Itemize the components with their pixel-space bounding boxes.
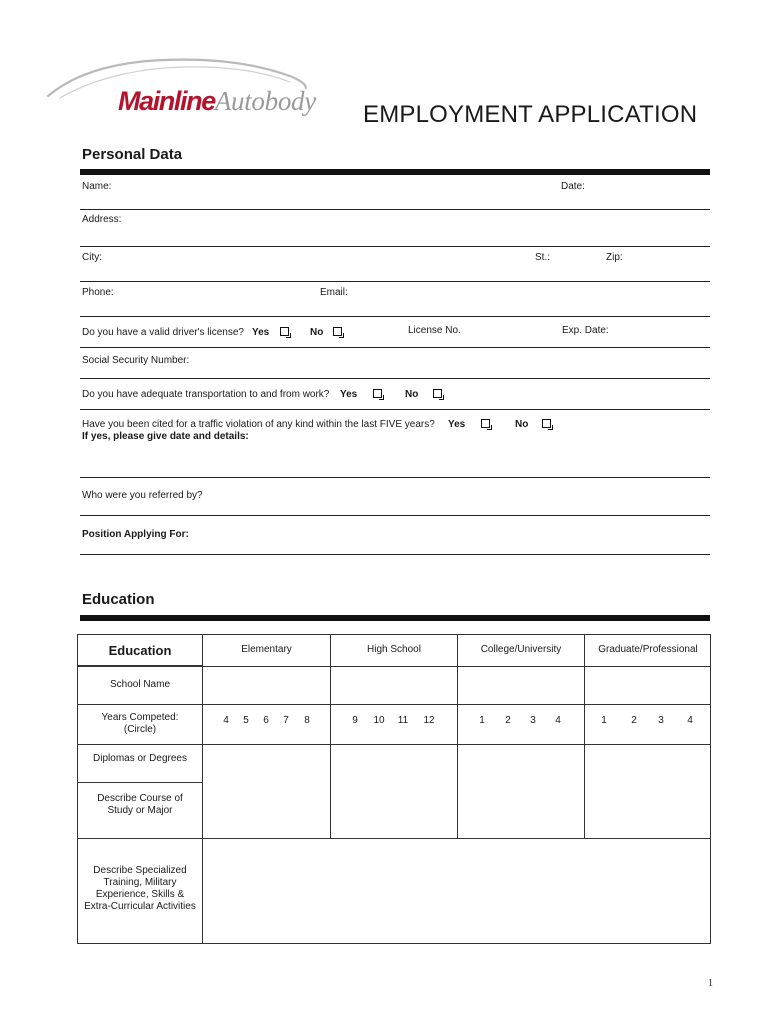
row-label-special-line1: Describe Specialized bbox=[93, 865, 187, 876]
state-label: St.: bbox=[535, 252, 551, 263]
personal-data-heading: Personal Data bbox=[82, 146, 183, 163]
city-label: City: bbox=[82, 252, 102, 263]
year-option[interactable]: 2 bbox=[631, 715, 637, 726]
year-option[interactable]: 11 bbox=[397, 715, 409, 726]
row-label-specialized bbox=[77, 865, 203, 913]
logo-sub-text: Autobody bbox=[214, 86, 316, 116]
violation-no-checkbox[interactable] bbox=[542, 419, 551, 428]
transport-yes-checkbox[interactable] bbox=[373, 389, 382, 398]
year-option[interactable]: 4 bbox=[223, 715, 229, 726]
phone-field[interactable] bbox=[80, 316, 710, 317]
address-label: Address: bbox=[82, 214, 122, 225]
position-field[interactable] bbox=[80, 554, 710, 555]
referred-label: Who were you referred by? bbox=[82, 490, 203, 501]
year-option[interactable]: 5 bbox=[243, 715, 249, 726]
document-title: EMPLOYMENT APPLICATION bbox=[363, 101, 698, 128]
row-label-special-line3: Experience, Skills & bbox=[95, 889, 185, 900]
license-no-checkbox[interactable] bbox=[333, 327, 342, 336]
row-label-special-line4: Extra-Curricular Activities bbox=[84, 901, 196, 912]
year-option[interactable]: 8 bbox=[304, 715, 310, 726]
violation-details-field[interactable] bbox=[80, 477, 710, 478]
row-label-special-line2: Training, Military bbox=[103, 877, 177, 888]
license-no-label: No bbox=[310, 327, 324, 338]
year-option[interactable]: 10 bbox=[373, 715, 385, 726]
row-label-course-line1: Describe Course of bbox=[97, 793, 183, 804]
row-label-years bbox=[77, 712, 203, 736]
year-option[interactable]: 7 bbox=[283, 715, 289, 726]
violation-details-label: If yes, please give date and details: bbox=[82, 431, 249, 442]
city-field[interactable] bbox=[80, 281, 710, 282]
address-field[interactable] bbox=[80, 246, 710, 247]
education-heading: Education bbox=[82, 591, 155, 608]
license-field[interactable] bbox=[80, 347, 710, 348]
year-option[interactable]: 1 bbox=[601, 715, 607, 726]
transport-no-label: No bbox=[405, 389, 419, 400]
name-label: Name: bbox=[82, 181, 112, 192]
transport-no-checkbox[interactable] bbox=[433, 389, 442, 398]
license-question: Do you have a valid driver's license? bbox=[82, 327, 244, 338]
transport-field bbox=[80, 409, 710, 410]
row-label-school-name: School Name bbox=[109, 679, 171, 690]
row-label-course bbox=[77, 793, 203, 817]
column-elementary: Elementary bbox=[241, 644, 292, 655]
year-option[interactable]: 2 bbox=[505, 715, 511, 726]
date-label: Date: bbox=[561, 181, 585, 192]
column-college: College/University bbox=[480, 644, 562, 655]
position-label: Position Applying For: bbox=[82, 529, 189, 540]
year-option[interactable]: 12 bbox=[423, 715, 435, 726]
transport-question: Do you have adequate transportation to and from work? bbox=[82, 389, 330, 400]
company-logo bbox=[118, 88, 316, 115]
row-label-years-line1: Years Competed: bbox=[101, 712, 179, 723]
ssn-field[interactable] bbox=[80, 378, 710, 379]
row-label-course-line2: Study or Major bbox=[107, 805, 173, 816]
page-number: 1 bbox=[708, 978, 713, 989]
year-option[interactable]: 4 bbox=[687, 715, 693, 726]
row-label-years-line2: (Circle) bbox=[123, 724, 157, 735]
ssn-label: Social Security Number: bbox=[82, 355, 190, 366]
license-yes-checkbox[interactable] bbox=[280, 327, 289, 336]
violation-question: Have you been cited for a traffic violation of any kind within the last FIVE years? bbox=[82, 419, 435, 430]
zip-label: Zip: bbox=[606, 252, 623, 263]
year-option[interactable]: 4 bbox=[555, 715, 561, 726]
phone-label: Phone: bbox=[82, 287, 114, 298]
referred-field[interactable] bbox=[80, 515, 710, 516]
education-table bbox=[77, 634, 711, 944]
row-label-diplomas: Diplomas or Degrees bbox=[93, 753, 187, 764]
year-option[interactable]: 9 bbox=[352, 715, 358, 726]
exp-date-label: Exp. Date: bbox=[562, 325, 609, 336]
violation-yes-label: Yes bbox=[448, 419, 466, 430]
year-option[interactable]: 3 bbox=[658, 715, 664, 726]
violation-yes-checkbox[interactable] bbox=[481, 419, 490, 428]
year-option[interactable]: 6 bbox=[263, 715, 269, 726]
column-high-school: High School bbox=[367, 644, 421, 655]
license-yes-label: Yes bbox=[252, 327, 270, 338]
education-corner-header: Education bbox=[108, 643, 172, 658]
section-divider bbox=[80, 169, 710, 175]
year-option[interactable]: 3 bbox=[530, 715, 536, 726]
name-field[interactable] bbox=[80, 209, 710, 210]
license-number-label: License No. bbox=[408, 325, 461, 336]
column-graduate: Graduate/Professional bbox=[598, 644, 698, 655]
logo-brand-text: Mainline bbox=[118, 86, 215, 116]
section-divider bbox=[80, 615, 710, 621]
year-option[interactable]: 1 bbox=[479, 715, 485, 726]
transport-yes-label: Yes bbox=[340, 389, 358, 400]
violation-no-label: No bbox=[515, 419, 529, 430]
email-label: Email: bbox=[320, 287, 348, 298]
